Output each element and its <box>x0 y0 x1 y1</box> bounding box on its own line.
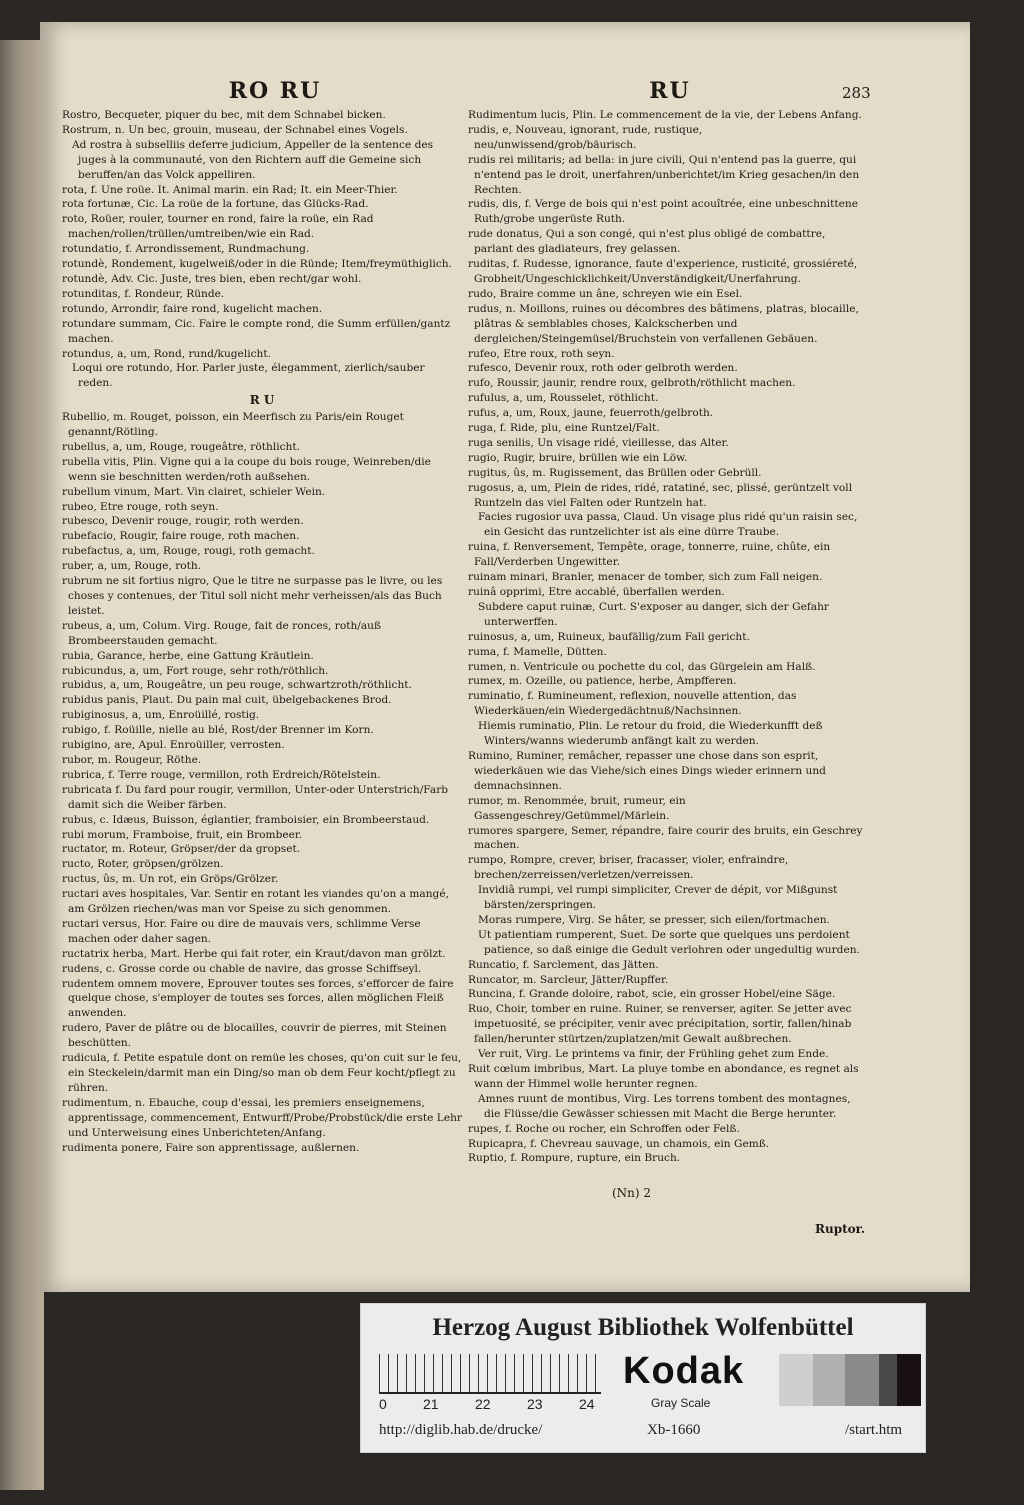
dictionary-entry: rubicundus, a, um, Fort rouge, sehr roth/röthlich. <box>62 664 329 677</box>
dictionary-entry: rubiginosus, a, um, Enroüillé, rostig. <box>62 709 260 722</box>
dictionary-entry: Ruit cœlum imbribus, Mart. La pluye tombe en abondance, es regnet als wann der Himmel wolle herunter regnen. <box>468 1063 859 1090</box>
dictionary-entry: rotundè, Adv. Cic. Juste, tres bien, eben recht/gar wohl. <box>62 272 362 285</box>
dictionary-entry: rotunditas, f. Rondeur, Ründe. <box>62 287 225 300</box>
dictionary-entry: rubesco, Devenir rouge, rougir, roth werden. <box>62 515 304 528</box>
dictionary-entry: rubellus, a, um, Rouge, rougeâtre, röthlicht. <box>62 440 300 453</box>
dictionary-entry: rota fortunæ, Cic. La roüe de la fortune, das Glücks-Rad. <box>62 198 369 211</box>
dictionary-entry: rufus, a, um, Roux, jaune, feuerroth/gelbroth. <box>468 407 714 420</box>
dictionary-entry: rubefactus, a, um, Rouge, rougi, roth gemacht. <box>62 545 315 558</box>
dictionary-entry: ruber, a, um, Rouge, roth. <box>62 560 202 573</box>
dictionary-entry: Facies rugosior uva passa, Claud. Un visage plus ridé qu'un raisin sec, ein Gesicht das runtzelichter ist als eine dürre Traube. <box>478 511 858 539</box>
dictionary-entry: Rostro, Becqueter, piquer du bec, mit dem Schnabel bicken. <box>62 109 386 121</box>
dictionary-entry: rudimentum, n. Ebauche, coup d'essai, les premiers enseignemens, apprentissage, commencement, Entwurff/Probe/Probstück/die erste Lehr und Unterweisung eines Unberichteten/Anfang. <box>62 1096 462 1139</box>
library-title: Herzog August Bibliothek Wolfenbüttel <box>432 1314 854 1341</box>
dictionary-entry: Ut patientiam rumperent, Suet. De sorte que quelques uns perdoient patience, so daß einige die Gedult verlohren oder ungedultig wurden. <box>478 928 860 956</box>
dictionary-entry: roto, Roüer, rouler, tourner en rond, faire la roüe, ein Rad machen/rollen/trüllen/umtreiben/wie ein Rad. <box>62 213 374 241</box>
dictionary-entry: rufesco, Devenir roux, roth oder gelbroth werden. <box>468 362 738 375</box>
dictionary-entry: Moras rumpere, Virg. Se hâter, se presser, sich eilen/fortmachen. <box>478 913 830 926</box>
dictionary-entry: rudentem omnem movere, Eprouver toutes ses forces, s'efforcer de faire quelque chose, s'employer de toutes ses forces, allen möglichen Fleiß anwenden. <box>62 977 454 1020</box>
ruler-number: 23 <box>527 1396 543 1412</box>
dictionary-entry: ructo, Roter, gröpsen/grölzen. <box>62 858 224 871</box>
dictionary-entry: rufo, Roussir, jaunir, rendre roux, gelbroth/röthlicht machen. <box>468 377 796 390</box>
gray-scale-label: Gray Scale <box>651 1396 711 1410</box>
dictionary-entry: rumor, m. Renommée, bruit, rumeur, ein Gassengeschrey/Getümmel/Märlein. <box>468 794 686 822</box>
dictionary-entry: rubidus, a, um, Rougeâtre, un peu rouge, schwartzroth/röthlicht. <box>62 679 412 692</box>
kodak-logo: Kodak <box>623 1350 745 1392</box>
dictionary-entry: rumpo, Rompre, crever, briser, fracasser, violer, enfraindre, brechen/zerreissen/verletzen/verreissen. <box>468 854 789 882</box>
dictionary-entry: Rudimentum lucis, Plin. Le commencement de la vie, der Lebens Anfang. <box>468 109 862 121</box>
right-entries <box>468 108 866 1166</box>
left-entries-ru <box>62 410 462 1155</box>
ruler-number: 22 <box>475 1396 491 1412</box>
dictionary-entry: ructari versus, Hor. Faire ou dire de mauvais vers, schlimme Verse machen oder daher sagen. <box>62 917 421 945</box>
dictionary-entry: ruditas, f. Rudesse, ignorance, faute d'experience, rusticité, grossiéreté, Grobheit/Ungeschicklichkeit/Unverständigkeit/Unerfahrung. <box>468 258 858 285</box>
section-heading-ru: R U <box>249 393 275 408</box>
left-entries-ro <box>62 108 462 391</box>
dictionary-entry: ruinam minari, Branler, menacer de tomber, sich zum Fall neigen. <box>468 571 823 584</box>
dictionary-entry: Hiemis ruminatio, Plin. Le retour du froid, die Wiederkunfft deß Winters/wanns wiederumb anfängt kalt zu werden. <box>478 720 823 748</box>
catchword: Ruptor. <box>815 1222 866 1236</box>
url-suffix: /start.htm <box>845 1422 903 1438</box>
previous-page-edge <box>0 40 44 1490</box>
dictionary-entry: rubor, m. Rougeur, Röthe. <box>62 753 202 766</box>
dictionary-entry: rubella vitis, Plin. Vigne qui a la coupe du bois rouge, Weinreben/die wenn sie beschnitten werden/roth außsehen. <box>62 455 431 483</box>
dictionary-entry: ruminatio, f. Rumineument, reflexion, nouvelle attention, das Wiederkäuen/ein Wiedergedächtnuß/Nachsinnen. <box>468 690 797 718</box>
gray-swatch <box>845 1354 879 1406</box>
dictionary-entry: rude donatus, Qui a son congé, qui n'est plus obligé de combattre, parlant des gladiateurs, frey gelassen. <box>468 228 826 256</box>
page-number: 283 <box>842 84 871 102</box>
dictionary-entry: Ruptio, f. Rompure, rupture, ein Bruch. <box>468 1152 681 1165</box>
dictionary-entry: rumores spargere, Semer, répandre, faire courir des bruits, ein Geschrey machen. <box>468 824 863 852</box>
dictionary-entry: Rumino, Ruminer, remâcher, repasser une chose dans son esprit, wiederkäuen wie das Viehe/sich eines Dings wieder erinnern und demnachsinnen. <box>468 749 826 792</box>
dictionary-entry: Ad rostra à subselliis deferre judicium, Appeller de la sentence des juges à la communauté, von den Richtern auff die Gemeine sich beruffen/an das Volck appelliren. <box>72 138 434 181</box>
dictionary-entry: ruinâ opprimi, Etre accablé, überfallen werden. <box>468 586 725 598</box>
left-column <box>62 108 462 1218</box>
dictionary-entry: rubricata f. Du fard pour rougir, vermillon, Unter-oder Unterstrich/Farb damit sich die Weiber färben. <box>62 783 449 811</box>
dictionary-entry: rotundare summam, Cic. Faire le compte rond, die Summ erfüllen/gantz machen. <box>62 317 451 345</box>
dictionary-entry: Amnes ruunt de montibus, Virg. Les torrens tombent des montagnes, die Flüsse/die Gewässer schiessen mit Macht die Berge herunter. <box>478 1092 851 1120</box>
dictionary-entry: rudus, n. Moillons, ruines ou décombres des bâtimens, platras, blocaille, plâtras & semblables choses, Kalckscherben und dergleichen/Steingemüsel/Bruchstein von verfallenen Gebäuen. <box>468 302 859 345</box>
library-url: http://diglib.hab.de/drucke/ <box>379 1422 543 1438</box>
dictionary-entry: Subdere caput ruinæ, Curt. S'exposer au danger, sich der Gefahr unterwerffen. <box>478 600 829 628</box>
dictionary-entry: rubus, c. Idæus, Buisson, églantier, framboisier, ein Brombeerstaud. <box>62 813 430 826</box>
dictionary-entry: rudo, Braire comme un âne, schreyen wie ein Esel. <box>468 287 743 300</box>
dictionary-entry: rubefacio, Rougir, faire rouge, roth machen. <box>62 530 300 543</box>
ruler-number: 21 <box>423 1396 439 1412</box>
dictionary-entry: rubigino, are, Apul. Enroüiller, verrosten. <box>62 739 285 752</box>
dictionary-entry: Ruo, Choir, tomber en ruine. Ruiner, se renverser, agiter. Se jetter avec impetuosité, se précipiter, venir avec précipitation, sortir, fallen/hinab fallen/herunter stürtzen/zuplatzen/mit Gewalt außbrechen. <box>468 1003 852 1046</box>
right-column <box>468 108 866 1180</box>
dictionary-entry: rubi morum, Framboise, fruit, ein Brombeer. <box>62 828 303 841</box>
dictionary-entry: rotundo, Arrondir, faire rond, kugelicht machen. <box>62 302 323 315</box>
dictionary-entry: rudimenta ponere, Faire son apprentissage, außlernen. <box>62 1141 360 1154</box>
dictionary-entry: rugitus, ûs, m. Rugissement, das Brüllen oder Gebrüll. <box>468 466 762 479</box>
dictionary-entry: rudicula, f. Petite espatule dont on remüe les choses, qu'on cuit sur le feu, ein Steckelein/darmit man ein Ding/so man ob dem Feur kocht/pflegt zu rühren. <box>62 1052 462 1094</box>
dictionary-entry: rotundè, Rondement, kugelweiß/oder in die Ründe; Item/freymüthiglich. <box>62 258 452 271</box>
dictionary-entry: ructari aves hospitales, Var. Sentir en rotant les viandes qu'on a mangé, am Grölzen riechen/was man vor Speise zu sich genommen. <box>62 888 449 916</box>
dictionary-entry: rumen, n. Ventricule ou pochette du col, das Gürgelein am Halß. <box>468 660 816 673</box>
dictionary-entry: rufulus, a, um, Rousselet, röthlicht. <box>468 392 659 405</box>
dictionary-entry: rubigo, f. Roüille, nielle au blé, Rost/der Brenner im Korn. <box>62 724 374 737</box>
dictionary-entry: Rubellio, m. Rouget, poisson, ein Meerfisch zu Paris/ein Rouget genannt/Rötling. <box>62 411 404 439</box>
dictionary-entry: rubrum ne sit fortius nigro, Que le titre ne surpasse pas le livre, ou les choses y contenues, der Titul soll nicht mehr verheissen/als das Buch leistet. <box>62 575 443 617</box>
dictionary-entry: rubeus, a, um, Colum. Virg. Rouge, fait de ronces, roth/auß Brombeerstauden gemacht. <box>62 619 382 647</box>
gray-swatch <box>897 1354 921 1406</box>
dictionary-entry: rudis, dis, f. Verge de bois qui n'est point acouîtrée, eine unbeschnittene Ruth/grobe ungerüste Ruth. <box>468 198 858 226</box>
dictionary-entry: ruga senilis, Un visage ridé, vieillesse, das Alter. <box>468 436 729 449</box>
dictionary-entry: Loqui ore rotundo, Hor. Parler juste, élegamment, zierlich/sauber reden. <box>72 362 425 390</box>
dictionary-entry: rupes, f. Roche ou rocher, ein Schroffen oder Felß. <box>468 1122 740 1135</box>
dictionary-entry: rubidus panis, Plaut. Du pain mal cuit, übelgebackenes Brod. <box>62 694 392 707</box>
dictionary-entry: rubia, Garance, herbe, eine Gattung Kräutlein. <box>62 649 314 662</box>
dictionary-entry: Runcina, f. Grande doloire, rabot, scie, ein grosser Hobel/eine Säge. <box>468 988 836 1001</box>
dictionary-entry: rudis rei militaris; ad bella: in jure civili, Qui n'entend pas la guerre, qui n'entend pas le droit, unerfahren/unberichtet/im Krieg gesachen/in den Rechten. <box>468 153 860 196</box>
ruler-scale <box>379 1354 601 1394</box>
gray-swatch <box>779 1354 813 1406</box>
dictionary-entry: rugosus, a, um, Plein de rides, ridé, ratatiné, sec, plissé, gerüntzelt voll Runtzeln das viel Falten oder Runtzeln hat. <box>468 481 853 509</box>
dictionary-entry: rubellum vinum, Mart. Vin clairet, schieler Wein. <box>62 485 326 498</box>
dictionary-entry: rotundus, a, um, Rond, rund/kugelicht. <box>62 347 271 360</box>
dictionary-entry: Ver ruit, Virg. Le printems va finir, der Frühling gehet zum Ende. <box>478 1048 829 1061</box>
dictionary-entry: ruma, f. Mamelle, Dütten. <box>468 645 607 658</box>
dictionary-entry: rugio, Rugir, bruire, brüllen wie ein Löw. <box>468 451 688 464</box>
shelfmark: Xb-1660 <box>647 1422 701 1438</box>
gray-swatch <box>813 1354 845 1406</box>
dictionary-entry: Runcator, m. Sarcleur, Jätter/Rupffer. <box>468 973 669 986</box>
dictionary-entry: rumex, m. Ozeille, ou patience, herbe, Ampfferen. <box>468 675 737 688</box>
dictionary-entry: rudis, e, Nouveau, ignorant, rude, rustique, neu/unwissend/grob/bäurisch. <box>468 123 703 151</box>
dictionary-entry: rota, f. Une roüe. It. Animal marin. ein Rad; It. ein Meer-Thier. <box>62 183 398 196</box>
dictionary-entry: rudero, Paver de plâtre ou de blocailles, couvrir de pierres, mit Steinen beschütten. <box>62 1022 447 1050</box>
dictionary-entry: Rupicapra, f. Chevreau sauvage, un chamois, ein Gemß. <box>468 1137 770 1150</box>
signature-mark: (Nn) 2 <box>612 1186 652 1200</box>
dictionary-entry: rudens, c. Grosse corde ou chable de navire, das grosse Schiffseyl. <box>62 962 422 975</box>
dictionary-entry: ruinosus, a, um, Ruineux, baufällig/zum Fall gericht. <box>468 630 750 643</box>
dictionary-entry: ruina, f. Renversement, Tempête, orage, tonnerre, ruine, chûte, ein Fall/Verderben Ungewitter. <box>468 541 831 569</box>
dictionary-entry: Runcatio, f. Sarclement, das Jätten. <box>468 958 659 971</box>
gray-swatch <box>879 1354 897 1406</box>
ruler-numbers <box>379 1396 607 1412</box>
dictionary-entry: rotundatio, f. Arrondissement, Rundmachung. <box>62 243 310 256</box>
dictionary-entry: Invidiâ rumpi, vel rumpi simpliciter, Crever de dépit, vor Mißgunst bärsten/zerspringen. <box>478 884 838 912</box>
dictionary-entry: ructus, ûs, m. Un rot, ein Gröps/Grölzer. <box>62 873 279 886</box>
dictionary-entry: rufeo, Etre roux, roth seyn. <box>468 347 615 360</box>
left-running-header: RO RU <box>228 78 322 104</box>
ruler-number: 24 <box>579 1396 595 1412</box>
right-running-header: RU <box>649 78 691 104</box>
dictionary-entry: rubrica, f. Terre rouge, vermillon, roth Erdreich/Rötelstein. <box>62 768 381 781</box>
dictionary-entry: rubeo, Etre rouge, roth seyn. <box>62 500 219 513</box>
dictionary-entry: ructator, m. Roteur, Gröpser/der da gropset. <box>62 843 301 856</box>
dictionary-entry: ructatrix herba, Mart. Herbe qui fait roter, ein Kraut/davon man grölzt. <box>62 947 446 960</box>
ruler-number: 0 <box>379 1396 387 1412</box>
dictionary-entry: ruga, f. Ride, plu, eine Runtzel/Falt. <box>468 422 660 435</box>
dictionary-entry: Rostrum, n. Un bec, grouin, museau, der Schnabel eines Vogels. <box>62 123 408 136</box>
color-target-card <box>360 1303 926 1453</box>
